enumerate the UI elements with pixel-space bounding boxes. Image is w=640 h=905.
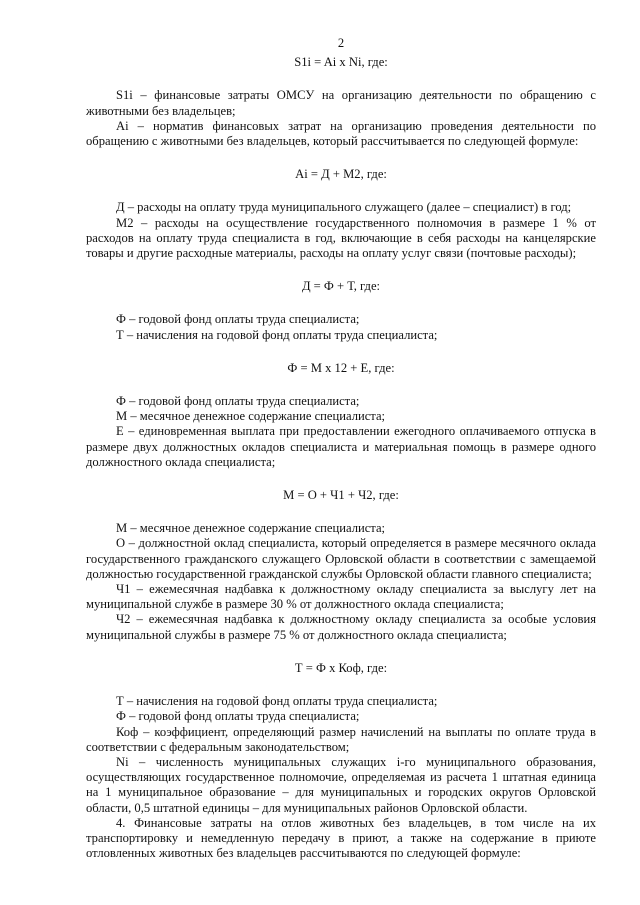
document-body bbox=[86, 36, 596, 861]
formula-d: Д = Ф + Т, где: bbox=[301, 279, 381, 294]
formula-ai: Ai = Д + М2, где: bbox=[295, 167, 387, 182]
definition-m-2: М – месячное денежное содержание специалиста; bbox=[116, 521, 386, 536]
definition-d: Д – расходы на оплату труда муниципального служащего (далее – специалист) в год; bbox=[116, 200, 572, 215]
definition-f-2: Ф – годовой фонд оплаты труда специалиста; bbox=[116, 394, 360, 409]
definition-e: Е – единовременная выплата при предоставлении ежегодного оплачиваемого отпуска в размере двух должностных окладов специалиста и материальная помощь в размере одного должностного оклада специалиста; bbox=[86, 424, 596, 469]
definition-s1i: S1i – финансовые затраты ОМСУ на организацию деятельности по обращению с животными без владельцев; bbox=[86, 88, 596, 118]
formula-t: Т = Ф х Коф, где: bbox=[294, 660, 388, 675]
definition-t: Т – начисления на годовой фонд оплаты труда специалиста; bbox=[116, 327, 438, 342]
definition-ch2: Ч2 – ежемесячная надбавка к должностному окладу специалиста за особые условия муниципальной службы в размере 75 % от должностного оклада специалиста; bbox=[86, 612, 596, 642]
definition-ai: Ai – норматив финансовых затрат на организацию проведения деятельности по обращению с животными без владельцев, который рассчитывается по следующей формуле: bbox=[86, 118, 596, 149]
formula-s1i: S1i = Ai x Ni, где: bbox=[294, 55, 388, 70]
paragraph-4: 4. Финансовые затраты на отлов животных без владельцев, в том числе на их транспортировку и немедленную передачу в приют, а также на содержание в приюте отловленных животных без владельцев рассчитываются по следующей формуле: bbox=[86, 815, 596, 861]
definition-ni: Ni – численность муниципальных служащих i-го муниципального образования, осуществляющих государственное полномочие, определяемая из расчета 1 штатная единица на 1 муниципальное образование – для муниципальных и городских округов Орловской области, 0,5 штатной единицы – для муниципальных районов Орловской области. bbox=[86, 754, 596, 815]
definition-m: М – месячное денежное содержание специалиста; bbox=[116, 409, 386, 424]
definition-f: Ф – годовой фонд оплаты труда специалиста; bbox=[116, 312, 360, 327]
page-number: 2 bbox=[337, 36, 345, 50]
formula-m: М = О + Ч1 + Ч2, где: bbox=[283, 488, 399, 503]
definition-o: О – должностной оклад специалиста, который определяется в размере месячного оклада государственного гражданского служащего Орловской области в соответствии с замещаемой должностью государственной гражданской службы Орловской области главного специалиста; bbox=[86, 536, 596, 581]
definition-f-3: Ф – годовой фонд оплаты труда специалиста; bbox=[116, 709, 360, 724]
formula-f: Ф = М х 12 + Е, где: bbox=[287, 360, 395, 375]
definition-m2: М2 – расходы на осуществление государственного полномочия в размере 1 % от расходов на оплату труда специалиста в год, включающие в себя расходы на канцелярские товары и другие расходные материалы, расходы на оплату услуг связи (почтовые расходы); bbox=[86, 215, 596, 261]
definition-t-2: Т – начисления на годовой фонд оплаты труда специалиста; bbox=[116, 694, 438, 709]
definition-ch1: Ч1 – ежемесячная надбавка к должностному окладу специалиста за выслугу лет на муниципальной службе в размере 30 % от должностного оклада специалиста; bbox=[86, 582, 596, 612]
definition-kof: Коф – коэффициент, определяющий размер начислений на выплаты по оплате труда в соответствии с федеральным законодательством; bbox=[86, 724, 596, 754]
